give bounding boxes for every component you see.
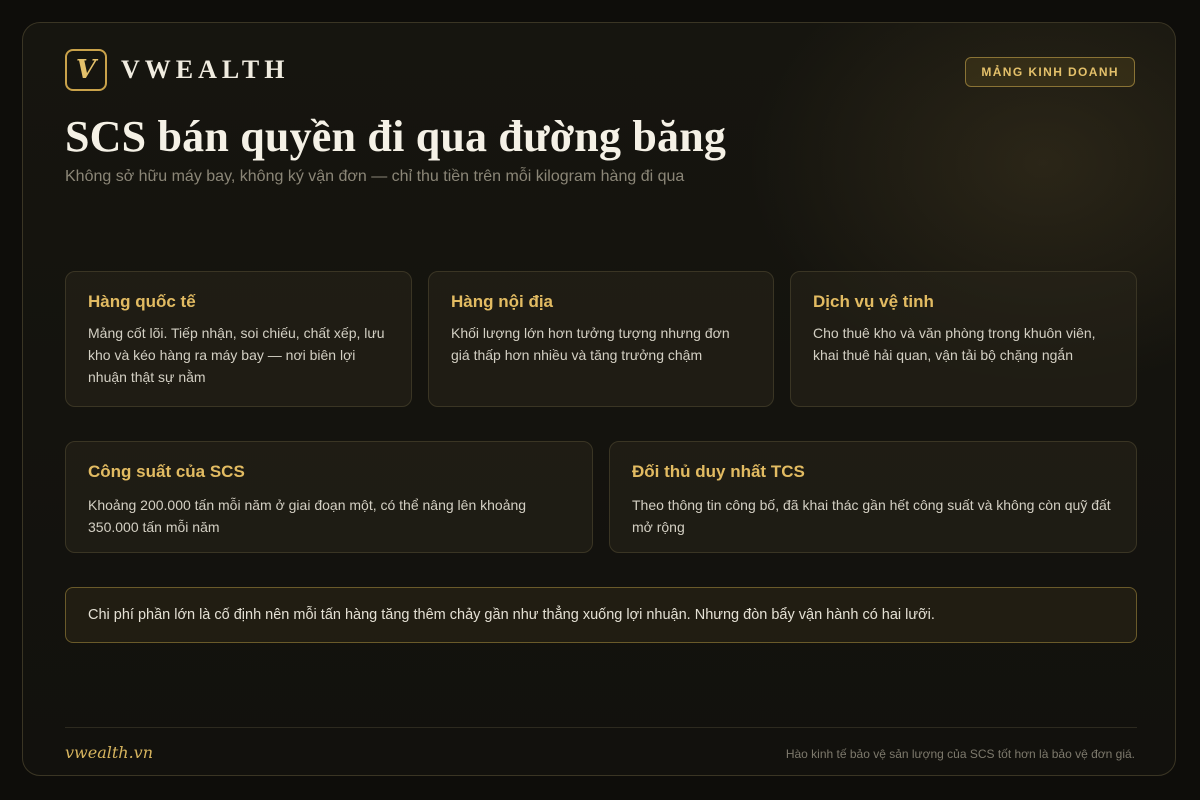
- card-body: Khối lượng lớn hơn tưởng tượng nhưng đơn giá thấp hơn nhiều và tăng trưởng chậm: [451, 325, 730, 363]
- card-title: Hàng nội địa: [451, 292, 553, 311]
- brand-header: [65, 49, 289, 91]
- footer-caption: Hào kinh tế bảo vệ sản lượng của SCS tốt hơn là bảo vệ đơn giá.: [785, 747, 1135, 761]
- card-international-cargo: [65, 271, 412, 407]
- section-badge: MẢNG KINH DOANH: [965, 57, 1135, 87]
- card-competitor-tcs: [609, 441, 1137, 553]
- footer-divider: [65, 727, 1137, 728]
- card-satellite-services: [790, 271, 1137, 407]
- key-insight-note: Chi phí phần lớn là cố định nên mỗi tấn hàng tăng thêm chảy gần như thẳng xuống lợi nhuận. Nhưng đòn bẩy vận hành có hai lưỡi.: [65, 587, 1137, 643]
- brand-name: VWEALTH: [121, 55, 290, 84]
- card-scs-capacity: [65, 441, 593, 553]
- slide-title: SCS bán quyền đi qua đường băng: [65, 112, 727, 161]
- card-body: Cho thuê kho và văn phòng trong khuôn viên, khai thuê hải quan, vận tải bộ chặng ngắn: [813, 325, 1096, 363]
- card-title: Dịch vụ vệ tinh: [813, 292, 934, 311]
- logo-letter: V: [75, 55, 97, 85]
- slide-subtitle: Không sở hữu máy bay, không ký vận đơn — chỉ thu tiền trên mỗi kilogram hàng đi qua: [65, 168, 685, 185]
- footer-website: vwealth.vn: [65, 743, 154, 762]
- slide-frame: [22, 22, 1176, 776]
- brand-logo: [65, 49, 107, 91]
- card-body: Khoảng 200.000 tấn mỗi năm ở giai đoạn một, có thể nâng lên khoảng 350.000 tấn mỗi năm: [88, 497, 527, 535]
- card-body: Mảng cốt lõi. Tiếp nhận, soi chiếu, chất xếp, lưu kho và kéo hàng ra máy bay — nơi biên lợi nhuận thật sự nằm: [88, 325, 385, 385]
- card-domestic-cargo: [428, 271, 774, 407]
- card-title: Công suất của SCS: [88, 462, 245, 481]
- card-body: Theo thông tin công bố, đã khai thác gần hết công suất và không còn quỹ đất mở rộng: [632, 497, 1111, 535]
- card-title: Hàng quốc tế: [88, 292, 196, 311]
- card-title: Đối thủ duy nhất TCS: [632, 462, 805, 481]
